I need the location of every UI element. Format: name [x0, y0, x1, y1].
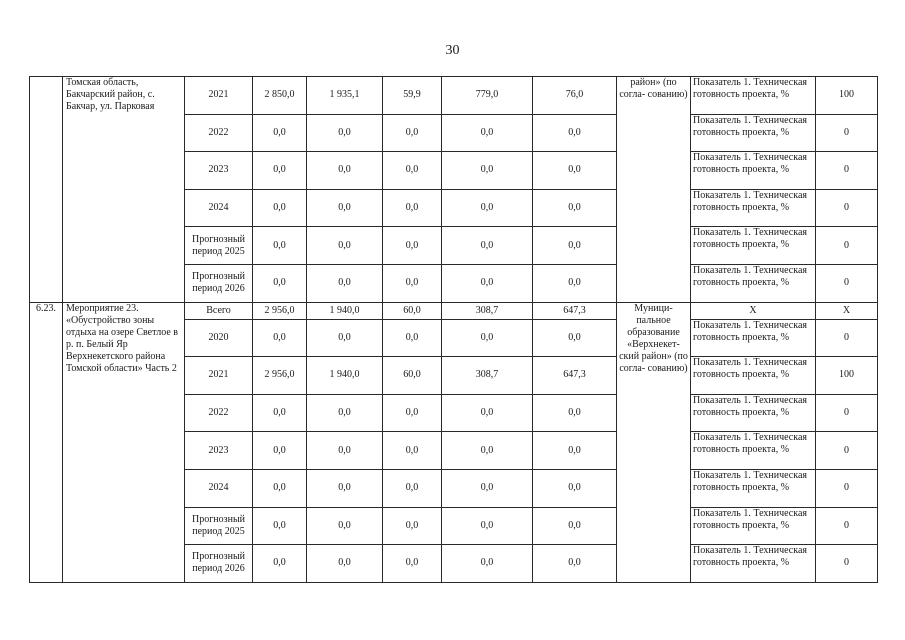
amount-cell: 0,0 [307, 189, 383, 227]
amount-cell: 0,0 [442, 114, 533, 152]
indicator-value-cell: 0 [816, 507, 878, 545]
table-row-total [30, 302, 878, 319]
amount-cell: 0,0 [383, 227, 442, 265]
indicator-value-cell: 0 [816, 152, 878, 190]
indicator-cell: Показатель 1. Техническая готовность проекта, % [691, 319, 816, 357]
indicator-value-cell: 100 [816, 77, 878, 115]
amount-cell: 0,0 [253, 319, 307, 357]
amount-cell: 0,0 [383, 432, 442, 470]
indicator-cell: Показатель 1. Техническая готовность проекта, % [691, 77, 816, 115]
amount-cell: 0,0 [533, 507, 617, 545]
year-cell: 2021 [185, 77, 253, 115]
indicator-cell: Показатель 1. Техническая готовность проекта, % [691, 189, 816, 227]
indicator-value-cell: 0 [816, 264, 878, 302]
amount-cell: 0,0 [307, 227, 383, 265]
amount-cell: 2 956,0 [253, 357, 307, 395]
year-cell: Всего [185, 302, 253, 319]
amount-cell: 0,0 [533, 469, 617, 507]
amount-cell: 0,0 [442, 152, 533, 190]
amount-cell: 0,0 [253, 507, 307, 545]
year-cell: 2022 [185, 114, 253, 152]
amount-cell: 1 935,1 [307, 77, 383, 115]
year-cell: 2020 [185, 319, 253, 357]
amount-cell: 60,0 [383, 357, 442, 395]
amount-cell: 1 940,0 [307, 357, 383, 395]
amount-cell: 0,0 [442, 469, 533, 507]
amount-cell: 0,0 [253, 545, 307, 583]
amount-cell: 0,0 [533, 189, 617, 227]
year-cell: 2023 [185, 152, 253, 190]
table-row [30, 77, 878, 115]
indicator-cell: Показатель 1. Техническая готовность проекта, % [691, 227, 816, 265]
indicator-cell: Показатель 1. Техническая готовность проекта, % [691, 264, 816, 302]
year-cell: Прогнозный период 2026 [185, 545, 253, 583]
amount-cell: 0,0 [253, 432, 307, 470]
amount-cell: 647,3 [533, 357, 617, 395]
program-table [29, 76, 878, 583]
year-cell: Прогнозный период 2025 [185, 227, 253, 265]
amount-cell: 308,7 [442, 357, 533, 395]
indicator-cell: Показатель 1. Техническая готовность проекта, % [691, 469, 816, 507]
year-cell: 2022 [185, 394, 253, 432]
amount-cell: 2 956,0 [253, 302, 307, 319]
amount-cell: 60,0 [383, 302, 442, 319]
number-cell [30, 77, 63, 303]
amount-cell: 0,0 [442, 394, 533, 432]
indicator-cell: Показатель 1. Техническая готовность проекта, % [691, 357, 816, 395]
amount-cell: 0,0 [533, 114, 617, 152]
activity-name-cell: Томская область, Бакчарский район, с. Бакчар, ул. Парковая [63, 77, 185, 303]
year-cell: 2024 [185, 469, 253, 507]
indicator-value-cell: 0 [816, 545, 878, 583]
amount-cell: 0,0 [383, 152, 442, 190]
amount-cell: 0,0 [442, 432, 533, 470]
amount-cell: 0,0 [533, 545, 617, 583]
amount-cell: 0,0 [253, 227, 307, 265]
amount-cell: 0,0 [383, 394, 442, 432]
page-number: 30 [445, 43, 460, 58]
indicator-value-cell: 0 [816, 227, 878, 265]
indicator-cell: Показатель 1. Техническая готовность проекта, % [691, 394, 816, 432]
amount-cell: 0,0 [307, 319, 383, 357]
amount-cell: 0,0 [307, 394, 383, 432]
indicator-cell: Х [691, 302, 816, 319]
amount-cell: 0,0 [383, 319, 442, 357]
amount-cell: 0,0 [383, 469, 442, 507]
amount-cell: 0,0 [307, 507, 383, 545]
amount-cell: 76,0 [533, 77, 617, 115]
amount-cell: 0,0 [253, 152, 307, 190]
amount-cell: 0,0 [533, 264, 617, 302]
amount-cell: 59,9 [383, 77, 442, 115]
amount-cell: 0,0 [307, 469, 383, 507]
indicator-value-cell: 0 [816, 319, 878, 357]
indicator-value-cell: 0 [816, 432, 878, 470]
year-cell: 2024 [185, 189, 253, 227]
amount-cell: 779,0 [442, 77, 533, 115]
amount-cell: 0,0 [533, 152, 617, 190]
indicator-value-cell: 0 [816, 114, 878, 152]
indicator-cell: Показатель 1. Техническая готовность проекта, % [691, 114, 816, 152]
amount-cell: 0,0 [383, 545, 442, 583]
amount-cell: 647,3 [533, 302, 617, 319]
amount-cell: 0,0 [253, 394, 307, 432]
year-cell: Прогнозный период 2026 [185, 264, 253, 302]
indicator-value-cell: Х [816, 302, 878, 319]
indicator-value-cell: 0 [816, 469, 878, 507]
year-cell: 2023 [185, 432, 253, 470]
amount-cell: 0,0 [253, 264, 307, 302]
amount-cell: 0,0 [383, 189, 442, 227]
amount-cell: 2 850,0 [253, 77, 307, 115]
amount-cell: 0,0 [383, 264, 442, 302]
indicator-value-cell: 0 [816, 189, 878, 227]
amount-cell: 0,0 [307, 432, 383, 470]
amount-cell: 0,0 [253, 189, 307, 227]
indicator-cell: Показатель 1. Техническая готовность проекта, % [691, 152, 816, 190]
year-cell: 2021 [185, 357, 253, 395]
amount-cell: 0,0 [442, 507, 533, 545]
activity-name-cell: Мероприятие 23. «Обустройство зоны отдыха на озере Светлое в р. п. Белый Яр Верхнекетского района Томской области» Часть 2 [63, 302, 185, 582]
amount-cell: 0,0 [307, 114, 383, 152]
indicator-cell: Показатель 1. Техническая готовность проекта, % [691, 507, 816, 545]
amount-cell: 0,0 [533, 319, 617, 357]
amount-cell: 1 940,0 [307, 302, 383, 319]
amount-cell: 0,0 [442, 545, 533, 583]
amount-cell: 0,0 [442, 319, 533, 357]
indicator-cell: Показатель 1. Техническая готовность проекта, % [691, 432, 816, 470]
amount-cell: 0,0 [253, 469, 307, 507]
amount-cell: 0,0 [533, 394, 617, 432]
amount-cell: 0,0 [442, 189, 533, 227]
amount-cell: 0,0 [442, 227, 533, 265]
number-cell: 6.23. [30, 302, 63, 582]
amount-cell: 0,0 [253, 114, 307, 152]
year-cell: Прогнозный период 2025 [185, 507, 253, 545]
amount-cell: 308,7 [442, 302, 533, 319]
amount-cell: 0,0 [533, 432, 617, 470]
amount-cell: 0,0 [307, 545, 383, 583]
amount-cell: 0,0 [533, 227, 617, 265]
amount-cell: 0,0 [442, 264, 533, 302]
amount-cell: 0,0 [307, 264, 383, 302]
executor-cell: Муници- пальное образование «Верхнекет- ский район» (по согла- сованию) [617, 302, 691, 582]
amount-cell: 0,0 [307, 152, 383, 190]
amount-cell: 0,0 [383, 114, 442, 152]
amount-cell: 0,0 [383, 507, 442, 545]
indicator-value-cell: 100 [816, 357, 878, 395]
executor-cell: район» (по согла- сованию) [617, 77, 691, 303]
indicator-cell: Показатель 1. Техническая готовность проекта, % [691, 545, 816, 583]
indicator-value-cell: 0 [816, 394, 878, 432]
